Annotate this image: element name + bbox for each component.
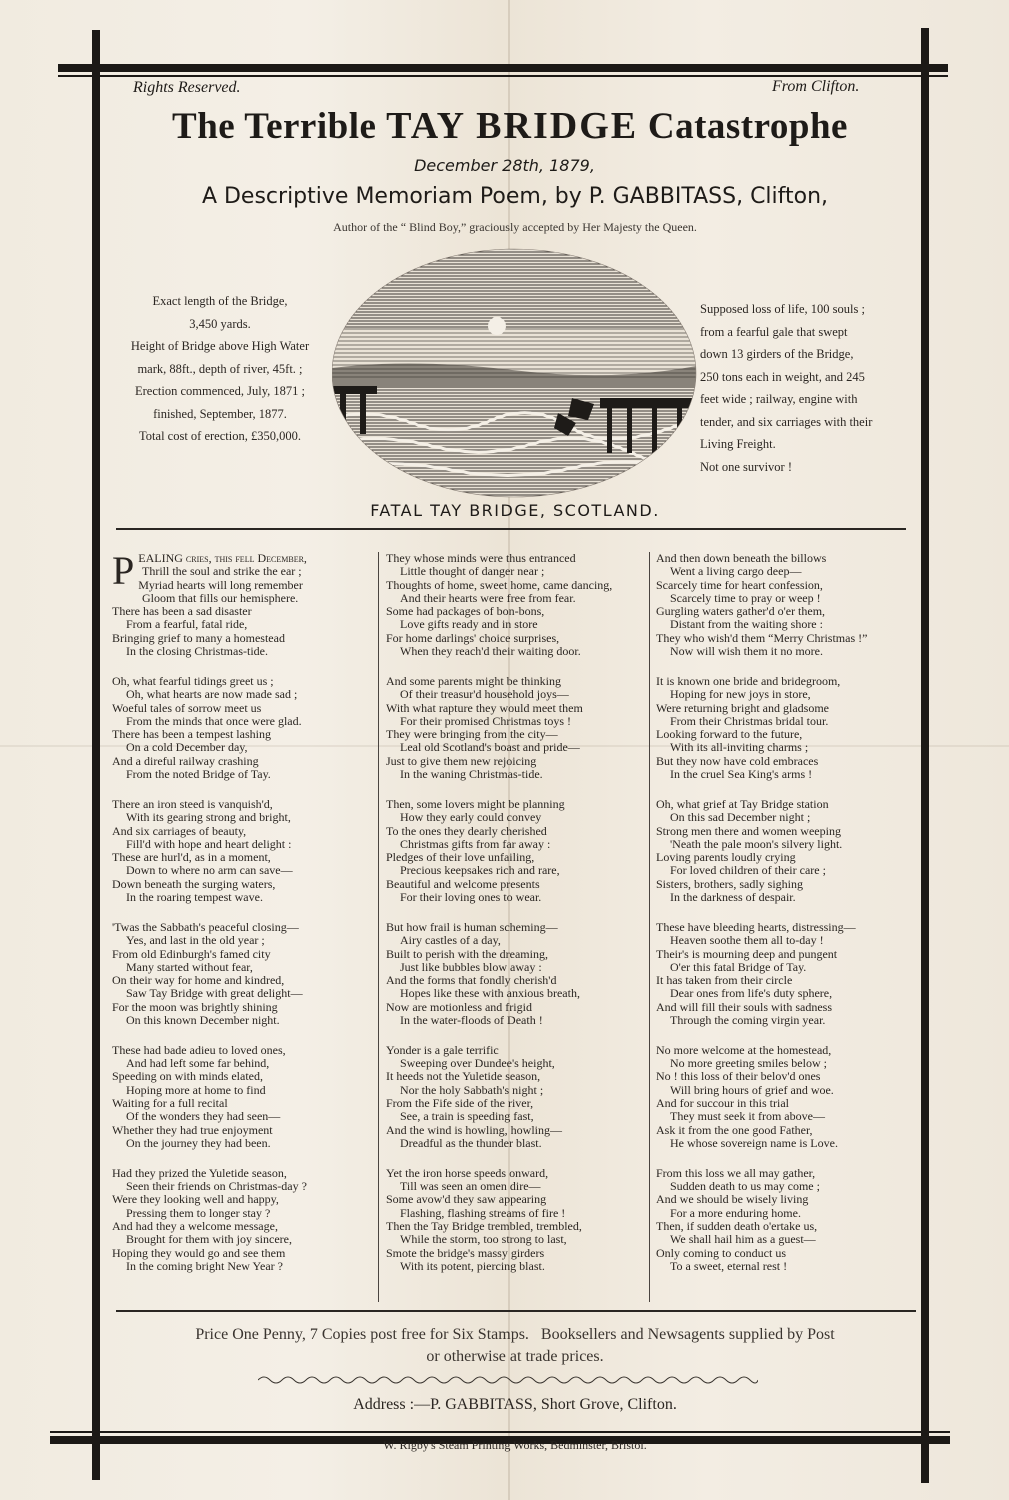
fact-line: down 13 girders of the Bridge, — [700, 347, 854, 361]
subtitle: A Descriptive Memoriam Poem, by P. GABBITASS, Clifton, — [201, 184, 829, 209]
fact-line: Height of Bridge above High Water — [130, 339, 310, 353]
poem-line: 'Neath the pale moon's silvery light. — [670, 836, 843, 851]
poem-line: Were they looking well and happy, — [112, 1192, 279, 1207]
poem-line: Oh, what hearts are now made sad ; — [126, 687, 298, 702]
poem-line: Sweeping over Dundee's height, — [400, 1056, 555, 1071]
column-separator — [649, 552, 650, 1302]
title-pre: The Terrible — [172, 106, 387, 147]
poem-line: There has been a tempest lashing — [112, 727, 271, 742]
poem-line: In the coming bright New Year ? — [126, 1258, 283, 1273]
poem-line: In the water-floods of Death ! — [400, 1012, 543, 1027]
poem-line: These have bleeding hearts, distressing— — [656, 919, 856, 934]
poem-line: Scarcely time to pray or weep ! — [670, 590, 821, 605]
stanza — [112, 1044, 374, 1150]
poem-line: Scarcely time for heart confession, — [656, 577, 823, 592]
poem-line: With its potent, piercing blast. — [400, 1258, 545, 1273]
poem-line: Heaven soothe them all to-day ! — [670, 933, 824, 948]
poem-line: And had left some far behind, — [126, 1056, 270, 1071]
fact-line: mark, 88ft., depth of river, 45ft. ; — [137, 361, 303, 376]
poem-line: Hoping for new joys in store, — [670, 687, 811, 702]
stanza — [386, 675, 648, 781]
poem-line: Sisters, brothers, sadly sighing — [656, 876, 803, 891]
poem-line: Hoping they would go and see them — [112, 1245, 286, 1260]
poem-line: Dreadful as the thunder blast. — [400, 1135, 542, 1150]
poem-line: Then, if sudden death o'ertake us, — [656, 1219, 818, 1234]
poem-line: Yes, and last in the old year ; — [126, 933, 265, 948]
poem-line: Whether they had true enjoyment — [112, 1122, 273, 1137]
stanza — [656, 798, 918, 904]
column-separator — [378, 552, 379, 1302]
poem-line: Precious keepsakes rich and rare, — [400, 863, 560, 878]
poem-line: For a more enduring home. — [670, 1205, 801, 1220]
poem-line: Now are motionless and frigid — [386, 999, 532, 1014]
poem-line: Now will wish them it no more. — [670, 644, 823, 659]
poem-line: Of the wonders they had seen— — [126, 1109, 281, 1124]
rights-reserved: Rights Reserved. — [133, 79, 241, 96]
poem-line: They whose minds were thus entranced — [386, 551, 576, 565]
stanza — [386, 798, 648, 904]
footer-divider — [116, 1310, 916, 1312]
poem-line: And for succour in this trial — [656, 1096, 789, 1111]
poem-line: Through the coming virgin year. — [670, 1012, 826, 1027]
poem-line: For their loving ones to wear. — [400, 890, 542, 905]
price-notice — [120, 1324, 910, 1368]
wavy-ornament-rule — [258, 1374, 758, 1386]
fact-line: finished, September, 1877. — [153, 406, 287, 421]
poem-line: It heeds not the Yuletide season, — [386, 1069, 541, 1084]
poem-line: When they reach'd their waiting door. — [400, 644, 581, 659]
poem-line: And a direful railway crashing — [112, 753, 259, 768]
price-line: or otherwise at trade prices. — [426, 1348, 604, 1365]
poem-line: No ! this loss of their belov'd ones — [656, 1069, 821, 1084]
poem-line: See, a train is speeding fast, — [400, 1109, 534, 1124]
fact-line: Erection commenced, July, 1871 ; — [135, 384, 305, 398]
poem-line: Then the Tay Bridge trembled, trembled, — [386, 1219, 582, 1234]
poem-line: Will bring hours of grief and woe. — [670, 1082, 834, 1097]
poem-line: Smote the bridge's massy girders — [386, 1245, 545, 1260]
poem-column-1 — [112, 548, 374, 1290]
fact-line: tender, and six carriages with their — [700, 414, 873, 429]
poem-columns — [112, 548, 912, 1302]
poem-line: To the ones they dearly cherished — [386, 823, 547, 838]
poem-line: Just to give them new rejoicing — [386, 753, 537, 768]
poem-line: Gurgling waters gather'd o'er them, — [656, 604, 826, 619]
poem-line: Bringing grief to many a homestead — [112, 630, 285, 645]
poem-line: And some parents might be thinking — [386, 673, 561, 688]
fact-line: 3,450 yards. — [189, 316, 251, 331]
from-clifton: From Clifton. — [772, 78, 860, 95]
poem-line: In the roaring tempest wave. — [126, 890, 263, 905]
no-survivor-line: Not one survivor ! — [700, 459, 792, 474]
poem-line: These are hurl'd, as in a moment, — [112, 850, 271, 865]
poem-line: For their promised Christmas toys ! — [400, 713, 571, 728]
stanza — [656, 1044, 918, 1150]
poem-line: Just like bubbles blow away : — [400, 959, 542, 974]
poem-line: Saw Tay Bridge with great delight— — [126, 986, 303, 1001]
poem-line: Distant from the waiting shore : — [670, 617, 823, 632]
illustration-caption: FATAL TAY BRIDGE, SCOTLAND. — [370, 501, 660, 520]
poem-line: Till was seen an omen dire— — [400, 1179, 541, 1194]
poem-line: From the Fife side of the river, — [386, 1096, 534, 1111]
poem-line: Had they prized the Yuletide season, — [112, 1165, 287, 1180]
poem-line: On a cold December day, — [126, 740, 248, 755]
poem-line: 'Twas the Sabbath's peaceful closing— — [112, 919, 299, 934]
bridge-engraving-illustration — [332, 248, 697, 498]
border-top-rule-thin — [58, 75, 948, 77]
poem-line: Strong men there and women weeping — [656, 823, 841, 838]
poem-line: Gloom that fills our hemisphere. — [142, 590, 299, 605]
poem-line: Love gifts ready and in store — [400, 617, 538, 632]
poem-line: It is known one bride and bridegroom, — [656, 673, 841, 688]
stanza — [112, 798, 374, 904]
poem-line: Hopes like these with anxious breath, — [400, 986, 580, 1001]
fact-line: feet wide ; railway, engine with — [700, 392, 858, 406]
poem-line: And will fill their souls with sadness — [656, 999, 832, 1014]
poem-line: Fill'd with hope and heart delight : — [126, 836, 292, 851]
poem-line: Pressing them to longer stay ? — [126, 1205, 271, 1220]
border-left-rule — [92, 30, 100, 1480]
poem-line: We shall hail him as a guest— — [670, 1232, 816, 1247]
poem-line: Some had packages of bon-bons, — [386, 604, 545, 619]
poem-line: Of their treasur'd household joys— — [400, 687, 569, 702]
poem-line: Leal old Scotland's boast and pride— — [400, 740, 580, 755]
poem-line: These had bade adieu to loved ones, — [112, 1042, 286, 1057]
poem-line: Looking forward to the future, — [656, 727, 803, 742]
title-caps: TAY BRIDGE — [386, 105, 639, 147]
poem-column-3 — [656, 552, 918, 1290]
poem-line: In the darkness of despair. — [670, 890, 796, 905]
poem-line: For the moon was brightly shining — [112, 999, 278, 1014]
poem-line: No more welcome at the homestead, — [656, 1042, 832, 1057]
poem-line: Some avow'd they saw appearing — [386, 1192, 547, 1207]
poem-line: Thoughts of home, sweet home, came dancing, — [386, 577, 613, 592]
poem-line: Only coming to conduct us — [656, 1245, 786, 1260]
poem-line: Pledges of their love unfailing, — [386, 850, 535, 865]
drop-cap: P — [112, 548, 135, 593]
poem-line: Loving parents loudly crying — [656, 850, 796, 865]
poem-line: Went a living cargo deep— — [670, 564, 802, 579]
price-line: Price One Penny, 7 Copies post free for Six Stamps. Booksellers and Newsagents supplied by Post — [195, 1326, 835, 1343]
stanza — [656, 552, 918, 658]
poem-line: O'er this fatal Bridge of Tay. — [670, 959, 807, 974]
poem-line: Myriad hearts will long remember — [138, 577, 303, 592]
poem-line: From the minds that once were glad. — [126, 713, 302, 728]
page-title — [104, 104, 916, 148]
border-bottom-rule-thin — [50, 1431, 950, 1433]
poem-line: On this sad December night ; — [670, 810, 811, 825]
poem-line: From a fearful, fatal ride, — [126, 617, 248, 632]
stanza — [386, 1044, 648, 1150]
poem-line: Oh, what fearful tidings greet us ; — [112, 673, 274, 688]
stanza — [112, 1167, 374, 1273]
poem-line: Built to perish with the dreaming, — [386, 946, 548, 961]
poem-line: They must seek it from above— — [670, 1109, 825, 1124]
poem-line: Beautiful and welcome presents — [386, 876, 540, 891]
poem-line: How they early could convey — [400, 810, 542, 825]
poem-line: He whose sovereign name is Love. — [670, 1135, 838, 1150]
poem-line: And the forms that fondly cherish'd — [386, 973, 557, 988]
poem-line: On this known December night. — [126, 1012, 280, 1027]
stanza — [386, 1167, 648, 1273]
poem-line: From this loss we all may gather, — [656, 1165, 816, 1180]
poem-line: On their way for home and kindred, — [112, 973, 285, 988]
stanza — [656, 675, 918, 781]
poem-line: EALING cries, this fell December, — [138, 551, 307, 565]
poem-line: For home darlings' choice surprises, — [386, 630, 560, 645]
poem-line: Were returning bright and gladsome — [656, 700, 829, 715]
stanza — [386, 921, 648, 1027]
date-line: December 28th, 1879, — [414, 156, 595, 175]
poem-line: For loved children of their care ; — [670, 863, 826, 878]
poem-line: In the cruel Sea King's arms ! — [670, 767, 813, 782]
fact-line: Supposed loss of life, 100 souls ; — [700, 302, 865, 316]
poem-line: Then, some lovers might be planning — [386, 796, 565, 811]
poem-column-2 — [386, 552, 648, 1290]
publisher-address: Address :—P. GABBITASS, Short Grove, Clifton. — [353, 1396, 677, 1413]
bridge-facts-right — [700, 298, 908, 478]
poem-line: Nor the holy Sabbath's night ; — [400, 1082, 544, 1097]
poem-line: From old Edinburgh's famed city — [112, 946, 271, 961]
poem-line: And we should be wisely living — [656, 1192, 809, 1207]
printer-credit: W. Rigby's Steam Printing Works, Bedminster, Bristol. — [383, 1438, 647, 1452]
poem-line: Thrill the soul and strike the ear ; — [142, 564, 302, 579]
poem-line: Waiting for a full recital — [112, 1096, 228, 1111]
poem-line: Dear ones from life's duty sphere, — [670, 986, 833, 1001]
poem-line: On the journey they had been. — [126, 1135, 271, 1150]
stanza — [112, 675, 374, 781]
poem-line: Hoping more at home to find — [126, 1082, 266, 1097]
stanza — [112, 921, 374, 1027]
poem-line: It has taken from their circle — [656, 973, 793, 988]
poem-line: With its gearing strong and bright, — [126, 810, 291, 825]
bridge-facts-left — [110, 290, 330, 448]
poem-line: But how frail is human scheming— — [386, 919, 558, 934]
poem-line: Sudden death to us may come ; — [670, 1179, 820, 1194]
poem-line: From their Christmas bridal tour. — [670, 713, 829, 728]
stanza — [656, 921, 918, 1027]
poem-line: Down beneath the surging waters, — [112, 876, 276, 891]
poem-line: They who wish'd them “Merry Christmas !” — [656, 630, 868, 645]
poem-line: Airy castles of a day, — [400, 933, 501, 948]
poem-line: And six carriages of beauty, — [112, 823, 247, 838]
fact-line: Exact length of the Bridge, — [152, 294, 288, 308]
title-post: Catastrophe — [638, 106, 848, 147]
poem-line: While the storm, too strong to last, — [400, 1232, 567, 1247]
poem-line: No more greeting smiles below ; — [670, 1056, 827, 1071]
poem-line: With what rapture they would meet them — [386, 700, 583, 715]
poem-line: Ask it from the one good Father, — [656, 1122, 813, 1137]
fact-line: from a fearful gale that swept — [700, 324, 848, 339]
poem-line: Their's is mourning deep and pungent — [656, 946, 838, 961]
poem-line: To a sweet, eternal rest ! — [670, 1258, 788, 1273]
stanza — [656, 1167, 918, 1273]
poem-line: Flashing, flashing streams of fire ! — [400, 1205, 566, 1220]
poem-line: They were bringing from the city— — [386, 727, 558, 742]
stanza — [112, 548, 374, 659]
author-note: Author of the “ Blind Boy,” graciously accepted by Her Majesty the Queen. — [333, 220, 697, 234]
header-divider — [116, 528, 906, 530]
poem-line: With its all-inviting charms ; — [670, 740, 809, 755]
stanza — [386, 552, 648, 658]
poem-line: But they now have cold embraces — [656, 753, 819, 768]
poem-line: And their hearts were free from fear. — [400, 590, 576, 605]
poem-line: In the waning Christmas-tide. — [400, 767, 543, 782]
fact-line: Living Freight. — [700, 437, 776, 451]
fact-line: 250 tons each in weight, and 245 — [700, 369, 865, 384]
border-top-rule — [58, 64, 948, 72]
poem-line: Yonder is a gale terrific — [386, 1042, 499, 1057]
poem-line: Seen their friends on Christmas-day ? — [126, 1179, 307, 1194]
border-right-rule — [921, 28, 929, 1483]
poem-line: Many started without fear, — [126, 959, 253, 974]
poem-line: From the noted Bridge of Tay. — [126, 767, 271, 782]
poem-line: In the closing Christmas-tide. — [126, 644, 268, 659]
poem-line: Speeding on with minds elated, — [112, 1069, 263, 1084]
poem-line: Christmas gifts from far away : — [400, 836, 551, 851]
poem-line: And had they a welcome message, — [112, 1219, 278, 1234]
poem-line: Yet the iron horse speeds onward, — [386, 1165, 549, 1180]
fact-line: Total cost of erection, £350,000. — [139, 429, 301, 443]
poem-line: Down to where no arm can save— — [126, 863, 293, 878]
poem-line: And the wind is howling, howling— — [386, 1122, 562, 1137]
poem-line: Oh, what grief at Tay Bridge station — [656, 796, 829, 811]
poem-line: And then down beneath the billows — [656, 551, 827, 565]
poem-line: Little thought of danger near ; — [400, 564, 545, 579]
poem-line: There has been a sad disaster — [112, 604, 252, 619]
poem-line: There an iron steed is vanquish'd, — [112, 796, 273, 811]
poem-line: Brought for them with joy sincere, — [126, 1232, 292, 1247]
poem-line: Woeful tales of sorrow meet us — [112, 700, 262, 715]
